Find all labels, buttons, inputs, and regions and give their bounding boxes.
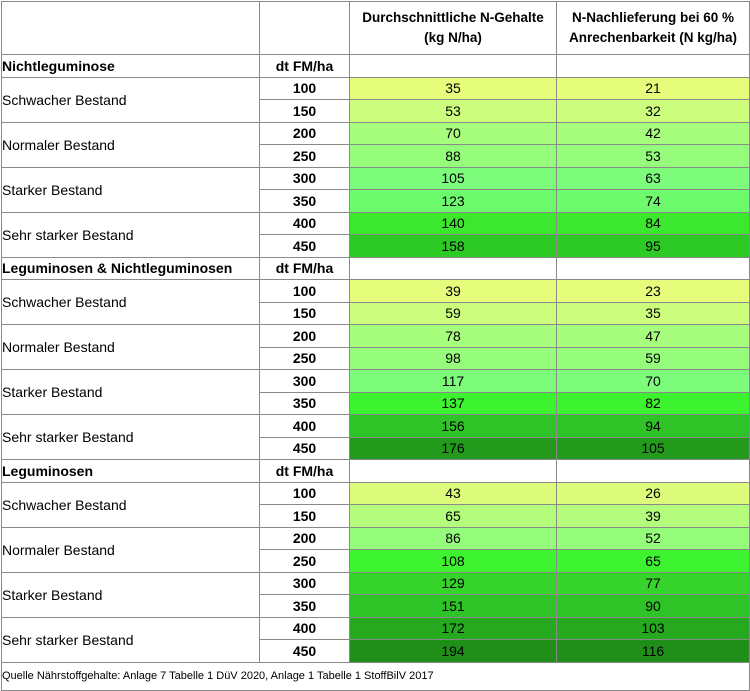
empty-cell [557, 55, 750, 78]
dt-value: 200 [260, 325, 350, 348]
stand-label: Schwacher Bestand [2, 77, 260, 122]
n-content-value: 105 [350, 167, 557, 190]
table-row [2, 415, 750, 438]
n-supply-value: 94 [557, 415, 750, 438]
dt-value: 100 [260, 482, 350, 505]
stand-label: Normaler Bestand [2, 122, 260, 167]
dt-value: 100 [260, 280, 350, 303]
stand-label: Sehr starker Bestand [2, 617, 260, 662]
header-empty-cell [260, 2, 350, 55]
dt-value: 250 [260, 550, 350, 573]
n-content-value: 156 [350, 415, 557, 438]
n-content-value: 123 [350, 190, 557, 213]
column-header-line: N-Nachlieferung bei 60 % [571, 10, 735, 25]
n-supply-value: 77 [557, 572, 750, 595]
n-supply-value: 53 [557, 145, 750, 168]
empty-cell [557, 257, 750, 280]
dt-value: 450 [260, 437, 350, 460]
n-supply-value: 52 [557, 527, 750, 550]
column-header-line: Anrechenbarkeit (N kg/ha) [568, 30, 738, 45]
n-supply-value: 84 [557, 212, 750, 235]
dt-value: 350 [260, 190, 350, 213]
table-row [2, 617, 750, 640]
stand-label: Starker Bestand [2, 167, 260, 212]
stand-label: Starker Bestand [2, 370, 260, 415]
unit-label: dt FM/ha [260, 460, 350, 483]
n-supply-value: 26 [557, 482, 750, 505]
n-content-value: 129 [350, 572, 557, 595]
dt-value: 400 [260, 617, 350, 640]
unit-label: dt FM/ha [260, 257, 350, 280]
stand-label: Sehr starker Bestand [2, 415, 260, 460]
dt-value: 150 [260, 100, 350, 123]
n-supply-value: 90 [557, 595, 750, 618]
n-content-value: 39 [350, 280, 557, 303]
empty-cell [350, 55, 557, 78]
dt-value: 200 [260, 122, 350, 145]
n-content-value: 194 [350, 640, 557, 663]
n-content-value: 78 [350, 325, 557, 348]
stand-label: Schwacher Bestand [2, 280, 260, 325]
header-empty-cell [2, 2, 260, 55]
n-supply-value: 95 [557, 235, 750, 258]
dt-value: 400 [260, 212, 350, 235]
dt-value: 100 [260, 77, 350, 100]
dt-value: 150 [260, 505, 350, 528]
n-supply-value: 74 [557, 190, 750, 213]
table-row [2, 212, 750, 235]
n-supply-value: 42 [557, 122, 750, 145]
column-header-line: (kg N/ha) [424, 30, 482, 45]
section-header-row [2, 55, 750, 78]
table-row [2, 482, 750, 505]
section-title: Leguminosen [2, 460, 260, 483]
dt-value: 200 [260, 527, 350, 550]
column-header-n-content [350, 2, 557, 55]
nitrogen-table [1, 1, 750, 691]
stand-label: Normaler Bestand [2, 325, 260, 370]
n-content-value: 172 [350, 617, 557, 640]
n-supply-value: 35 [557, 302, 750, 325]
empty-cell [350, 460, 557, 483]
table-row [2, 325, 750, 348]
n-supply-value: 21 [557, 77, 750, 100]
unit-label: dt FM/ha [260, 55, 350, 78]
n-supply-value: 59 [557, 347, 750, 370]
n-content-value: 70 [350, 122, 557, 145]
footer-row [2, 662, 750, 690]
dt-value: 350 [260, 392, 350, 415]
n-supply-value: 82 [557, 392, 750, 415]
n-supply-value: 116 [557, 640, 750, 663]
empty-cell [557, 460, 750, 483]
n-supply-value: 105 [557, 437, 750, 460]
dt-value: 300 [260, 572, 350, 595]
n-content-value: 65 [350, 505, 557, 528]
n-content-value: 108 [350, 550, 557, 573]
table-row [2, 77, 750, 100]
section-header-row [2, 257, 750, 280]
header-row [2, 2, 750, 55]
stand-label: Sehr starker Bestand [2, 212, 260, 257]
n-supply-value: 39 [557, 505, 750, 528]
n-supply-value: 47 [557, 325, 750, 348]
n-content-value: 151 [350, 595, 557, 618]
section-title: Leguminosen & Nichtleguminosen [2, 257, 260, 280]
column-header-line: Durchschnittliche N-Gehalte [362, 10, 544, 25]
n-supply-value: 23 [557, 280, 750, 303]
n-content-value: 98 [350, 347, 557, 370]
n-content-value: 86 [350, 527, 557, 550]
empty-cell [350, 257, 557, 280]
dt-value: 150 [260, 302, 350, 325]
n-content-value: 35 [350, 77, 557, 100]
dt-value: 350 [260, 595, 350, 618]
dt-value: 250 [260, 347, 350, 370]
table-row [2, 122, 750, 145]
table-row [2, 370, 750, 393]
n-supply-value: 103 [557, 617, 750, 640]
dt-value: 300 [260, 370, 350, 393]
n-content-value: 140 [350, 212, 557, 235]
n-supply-value: 70 [557, 370, 750, 393]
column-header-n-supply [557, 2, 750, 55]
table-row [2, 280, 750, 303]
stand-label: Schwacher Bestand [2, 482, 260, 527]
n-content-value: 43 [350, 482, 557, 505]
dt-value: 450 [260, 235, 350, 258]
n-content-value: 53 [350, 100, 557, 123]
table-row [2, 527, 750, 550]
n-content-value: 176 [350, 437, 557, 460]
n-content-value: 59 [350, 302, 557, 325]
dt-value: 400 [260, 415, 350, 438]
table-body [2, 2, 750, 691]
dt-value: 450 [260, 640, 350, 663]
n-content-value: 137 [350, 392, 557, 415]
section-title: Nichtleguminose [2, 55, 260, 78]
table-row [2, 167, 750, 190]
dt-value: 300 [260, 167, 350, 190]
n-supply-value: 65 [557, 550, 750, 573]
n-supply-value: 32 [557, 100, 750, 123]
dt-value: 250 [260, 145, 350, 168]
section-header-row [2, 460, 750, 483]
stand-label: Normaler Bestand [2, 527, 260, 572]
n-content-value: 158 [350, 235, 557, 258]
n-content-value: 88 [350, 145, 557, 168]
n-content-value: 117 [350, 370, 557, 393]
source-note: Quelle Nährstoffgehalte: Anlage 7 Tabelle 1 DüV 2020, Anlage 1 Tabelle 1 StoffBilV 2017 [2, 662, 750, 690]
table-row [2, 572, 750, 595]
stand-label: Starker Bestand [2, 572, 260, 617]
n-supply-value: 63 [557, 167, 750, 190]
